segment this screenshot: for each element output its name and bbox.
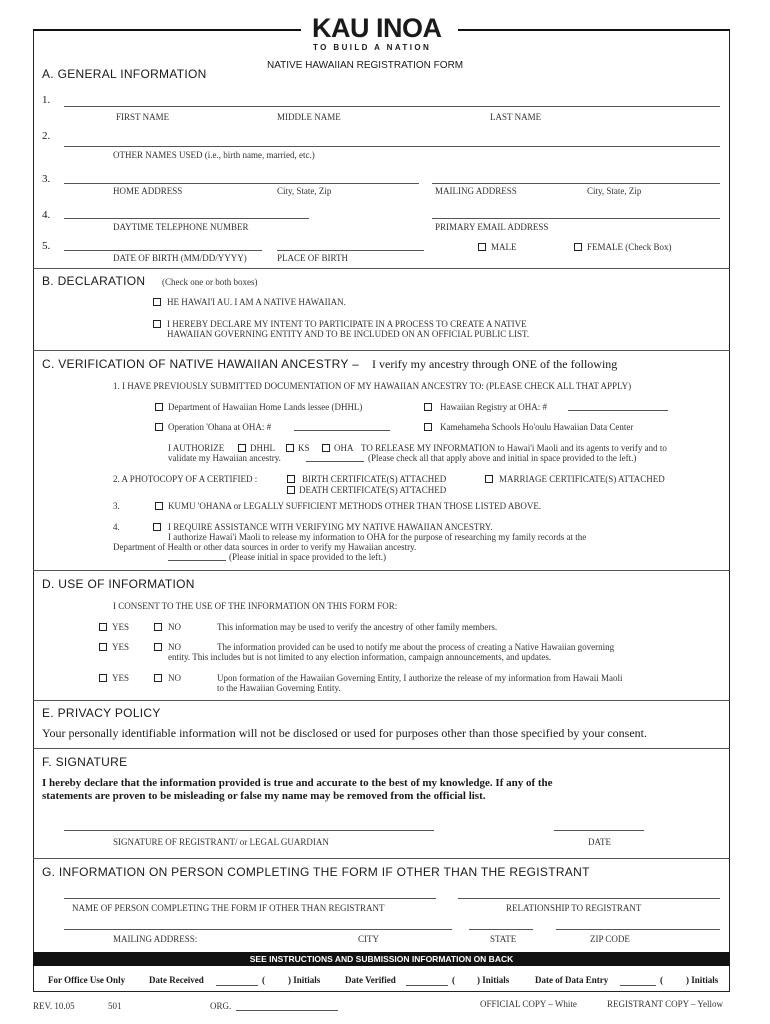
authorize-initials-field[interactable]: [306, 461, 364, 462]
section-g-title: G. INFORMATION ON PERSON COMPLETING THE FORM IF OTHER THAN THE REGISTRANT: [42, 865, 590, 879]
email-field[interactable]: [432, 218, 720, 219]
kumu-ohana-label: KUMU 'OHANA or LEGALLY SUFFICIENT METHODS OTHER THAN THOSE LISTED ABOVE.: [168, 501, 542, 511]
yes-label: YES: [112, 642, 130, 652]
section-divider: [33, 350, 730, 351]
mailing-address-label: MAILING ADDRESS:: [113, 934, 198, 944]
authorize-text: TO RELEASE MY INFORMATION to Hawai'i Maoli and its agents to verify and to: [361, 443, 667, 453]
female-checkbox[interactable]: [574, 243, 582, 251]
operation-ohana-label: Operation 'Ohana at OHA: #: [168, 422, 272, 432]
date-data-entry-field[interactable]: [620, 985, 656, 986]
authorize-prefix: I AUTHORIZE: [168, 443, 225, 453]
section-c-title-tail: I verify my ancestry through ONE of the following: [372, 357, 618, 371]
phone-label: DAYTIME TELEPHONE NUMBER: [113, 222, 249, 232]
relationship-field[interactable]: [458, 898, 720, 899]
use-3-yes-checkbox[interactable]: [99, 674, 107, 682]
completer-zip-field[interactable]: [556, 929, 720, 930]
date-data-entry-label: Date of Data Entry: [535, 975, 609, 985]
section-d-title: D. USE OF INFORMATION: [42, 577, 195, 591]
signature-field[interactable]: [64, 830, 434, 831]
mailing-address-field[interactable]: [432, 183, 720, 184]
registrant-copy-label: REGISTRANT COPY – Yellow: [607, 999, 724, 1009]
authorize-oha-label: OHA: [334, 443, 354, 453]
row-1-number: 1.: [42, 94, 51, 106]
use-1-no-checkbox[interactable]: [154, 623, 162, 631]
dhhl-checkbox[interactable]: [155, 403, 163, 411]
registry-checkbox[interactable]: [424, 403, 432, 411]
no-label: NO: [168, 642, 181, 652]
completer-state-field[interactable]: [469, 929, 533, 930]
male-label: MALE: [491, 242, 517, 252]
intent-label-line1: I HEREBY DECLARE MY INTENT TO PARTICIPATE IN A PROCESS TO CREATE A NATIVE: [167, 319, 527, 329]
section-divider: [33, 858, 730, 859]
middle-name-label: MIDDLE NAME: [277, 112, 341, 122]
section-c-title: C. VERIFICATION OF NATIVE HAWAIIAN ANCESTRY –: [42, 357, 360, 371]
item-4-number: 4.: [113, 522, 120, 532]
marriage-cert-checkbox[interactable]: [485, 475, 493, 483]
intent-checkbox[interactable]: [153, 320, 161, 328]
row-3-number: 3.: [42, 173, 51, 185]
relationship-label: RELATIONSHIP TO REGISTRANT: [506, 903, 642, 913]
no-label: NO: [168, 673, 181, 683]
kau-inoa-logo: KAU INOA: [312, 13, 442, 43]
form-code: 501: [108, 1001, 122, 1011]
authorize-dhhl-label: DHHL: [250, 443, 275, 453]
use-3-no-checkbox[interactable]: [154, 674, 162, 682]
row-4-number: 4.: [42, 209, 51, 221]
email-label: PRIMARY EMAIL ADDRESS: [435, 222, 549, 232]
item-2-text: 2. A PHOTOCOPY OF A CERTIFIED :: [113, 474, 258, 484]
use-1-text: This information may be used to verify the ancestry of other family members.: [217, 622, 498, 632]
section-divider: [33, 570, 730, 571]
org-field[interactable]: [236, 1010, 338, 1011]
home-city-label: City, State, Zip: [277, 186, 332, 196]
completer-name-label: NAME OF PERSON COMPLETING THE FORM IF OTHER THAN REGISTRANT: [72, 903, 385, 913]
other-names-field[interactable]: [64, 146, 720, 147]
kamehameha-checkbox[interactable]: [424, 423, 432, 431]
date-label: DATE: [588, 837, 611, 847]
signature-date-field[interactable]: [554, 830, 644, 831]
initials-1-label: ) Initials: [288, 975, 321, 985]
privacy-text: Your personally identifiable information will not be disclosed or used for purposes other than those specified by your consent.: [42, 726, 647, 740]
completer-mailing-field[interactable]: [64, 929, 452, 930]
open-paren: (: [660, 975, 663, 985]
row-5-number: 5.: [42, 240, 51, 252]
dhhl-label: Department of Hawaiian Home Lands lessee (DHHL): [168, 402, 363, 412]
place-of-birth-field[interactable]: [277, 250, 424, 251]
completer-name-field[interactable]: [64, 898, 436, 899]
yes-label: YES: [112, 622, 130, 632]
require-assistance-line2: I authorize Hawai'i Maoli to release my information to OHA for the purpose of researching my family records at the: [168, 532, 587, 542]
section-a-title: A. GENERAL INFORMATION: [42, 67, 207, 81]
male-checkbox[interactable]: [478, 243, 486, 251]
place-of-birth-label: PLACE OF BIRTH: [277, 253, 348, 263]
use-2-yes-checkbox[interactable]: [99, 643, 107, 651]
section-b-title: B. DECLARATION: [42, 274, 146, 288]
authorize-text-line2: validate my Hawaiian ancestry.: [168, 453, 281, 463]
dob-field[interactable]: [64, 250, 262, 251]
authorize-dhhl-checkbox[interactable]: [238, 444, 246, 452]
authorize-ks-checkbox[interactable]: [286, 444, 294, 452]
assistance-initials-field[interactable]: [168, 560, 226, 561]
yes-label: YES: [112, 673, 130, 683]
home-address-field[interactable]: [64, 183, 419, 184]
section-b-note: (Check one or both boxes): [162, 277, 258, 287]
item-1-text: 1. I HAVE PREVIOUSLY SUBMITTED DOCUMENTATION OF MY HAWAIIAN ANCESTRY TO: (PLEASE CHECK ALL THAT APPLY): [113, 381, 632, 391]
marriage-cert-label: MARRIAGE CERTIFICATE(S) ATTACHED: [499, 474, 665, 484]
native-hawaiian-label: HE HAWAI'I AU. I AM A NATIVE HAWAIIAN.: [167, 297, 346, 307]
death-cert-checkbox[interactable]: [287, 486, 295, 494]
section-f-title: F. SIGNATURE: [42, 755, 128, 769]
open-paren: (: [262, 975, 265, 985]
use-3-text-line1: Upon formation of the Hawaiian Governing Entity, I authorize the release of my information from Hawaii Maoli: [217, 673, 623, 683]
home-address-label: HOME ADDRESS: [113, 186, 183, 196]
phone-field[interactable]: [64, 218, 309, 219]
intent-label-line2: HAWAIIAN GOVERNING ENTITY AND TO BE INCLUDED ON AN OFFICIAL PUBLIC LIST.: [167, 329, 530, 339]
kumu-ohana-checkbox[interactable]: [155, 502, 163, 510]
require-assistance-line3: Department of Health or other data sources in order to verify my Hawaiian ancestry.: [113, 542, 417, 552]
consent-text: I CONSENT TO THE USE OF THE INFORMATION ON THIS FORM FOR:: [113, 601, 398, 611]
date-verified-label: Date Verified: [345, 975, 396, 985]
date-received-label: Date Received: [149, 975, 204, 985]
registry-label: Hawaiian Registry at OHA: #: [440, 402, 547, 412]
birth-cert-checkbox[interactable]: [287, 475, 295, 483]
operation-ohana-number-field[interactable]: [294, 430, 390, 431]
official-copy-label: OFFICIAL COPY – White: [480, 999, 577, 1009]
mailing-city-label: City, State, Zip: [587, 186, 642, 196]
signature-label: SIGNATURE OF REGISTRANT/ or LEGAL GUARDIAN: [113, 837, 329, 847]
city-label: CITY: [358, 934, 379, 944]
form-title: NATIVE HAWAIIAN REGISTRATION FORM: [267, 60, 464, 71]
dob-label: DATE OF BIRTH (MM/DD/YYYY): [113, 253, 247, 263]
death-cert-label: DEATH CERTIFICATE(S) ATTACHED: [299, 485, 447, 495]
item-3-number: 3.: [113, 501, 120, 511]
authorize-oha-checkbox[interactable]: [322, 444, 330, 452]
native-hawaiian-checkbox[interactable]: [153, 298, 161, 306]
initials-3-label: ) Initials: [686, 975, 719, 985]
section-e-title: E. PRIVACY POLICY: [42, 706, 161, 720]
logo-tagline: TO BUILD A NATION: [313, 43, 432, 52]
female-label: FEMALE (Check Box): [587, 242, 672, 252]
date-verified-field[interactable]: [406, 985, 448, 986]
open-paren: (: [452, 975, 455, 985]
use-3-text-line2: to the Hawaiian Governing Entity.: [217, 683, 341, 693]
require-assistance-note: (Please initial in space provided to the left.): [229, 552, 386, 562]
top-rule-right: [458, 29, 730, 31]
authorize-ks-label: KS: [298, 443, 310, 453]
require-assistance-label: I REQUIRE ASSISTANCE WITH VERIFYING MY NATIVE HAWAIIAN ANCESTRY.: [168, 522, 493, 532]
section-divider: [33, 268, 730, 269]
birth-cert-label: BIRTH CERTIFICATE(S) ATTACHED: [302, 474, 447, 484]
use-1-yes-checkbox[interactable]: [99, 623, 107, 631]
name-field[interactable]: [64, 106, 720, 107]
top-rule-left: [33, 29, 301, 31]
section-divider: [33, 700, 730, 701]
zip-code-label: ZIP CODE: [590, 934, 630, 944]
registry-number-field[interactable]: [568, 410, 668, 411]
office-use-label: For Office Use Only: [48, 975, 126, 985]
operation-ohana-checkbox[interactable]: [155, 423, 163, 431]
initials-2-label: ) Initials: [477, 975, 510, 985]
signature-declaration-line2: statements are proven to be misleading or false my name may be removed from the official list.: [42, 790, 486, 802]
use-2-text-line2: entity. This includes but is not limited to any election information, campaign announcements, and updates.: [168, 652, 552, 662]
authorize-note: (Please check all that apply above and initial in space provided to the left.): [368, 453, 637, 463]
no-label: NO: [168, 622, 181, 632]
first-name-label: FIRST NAME: [116, 112, 170, 122]
state-label: STATE: [490, 934, 517, 944]
other-names-label: OTHER NAMES USED (i.e., birth name, married, etc.): [113, 150, 315, 160]
use-2-no-checkbox[interactable]: [154, 643, 162, 651]
section-divider: [33, 748, 730, 749]
last-name-label: LAST NAME: [490, 112, 542, 122]
require-assistance-checkbox[interactable]: [153, 523, 161, 531]
kamehameha-label: Kamehameha Schools Ho'oulu Hawaiian Data Center: [440, 422, 634, 432]
instructions-banner: SEE INSTRUCTIONS AND SUBMISSION INFORMATION ON BACK: [33, 952, 730, 966]
mailing-address-label: MAILING ADDRESS: [435, 186, 517, 196]
use-2-text-line1: The information provided can be used to notify me about the process of creating a Native Hawaiian governing: [217, 642, 615, 652]
row-2-number: 2.: [42, 130, 51, 142]
revision-label: REV. 10.05: [33, 1001, 75, 1011]
org-label: ORG.: [210, 1001, 232, 1011]
signature-declaration-line1: I hereby declare that the information provided is true and accurate to the best of my knowledge. If any of the: [42, 777, 553, 789]
date-received-field[interactable]: [216, 985, 258, 986]
